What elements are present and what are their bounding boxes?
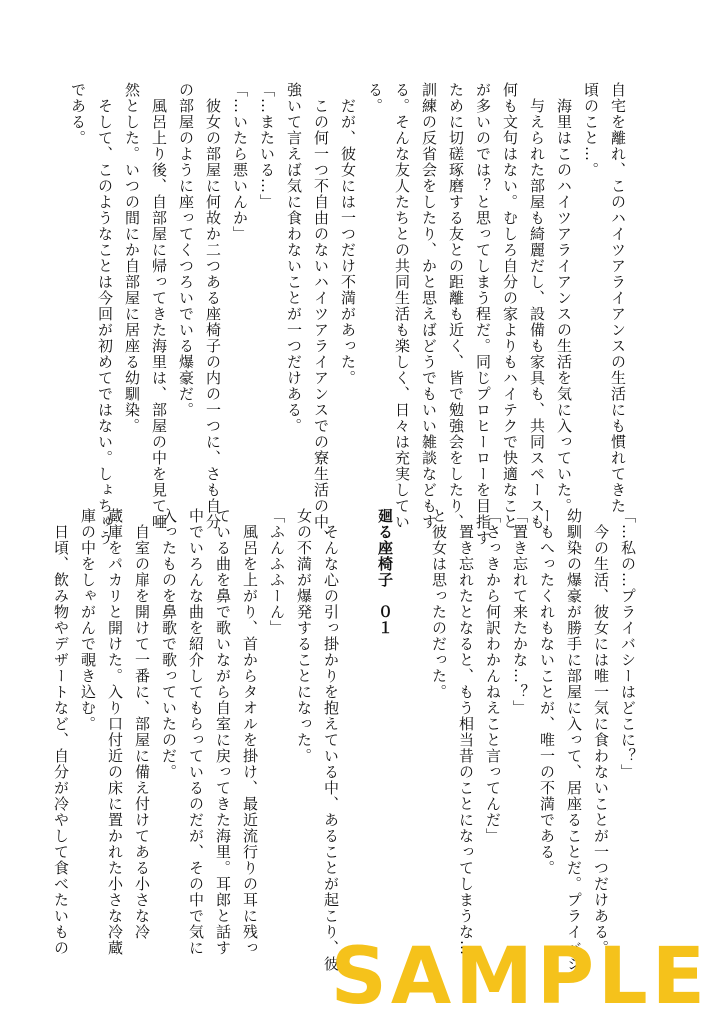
text-line: 「…私の…プライバシーはどこに？」 [619,508,637,780]
text-line: この何一つ不自由のないハイツアライアンスでの寮生活の中、 [312,82,330,546]
chapter-heading: 廻る座椅子 ０１ [376,508,394,636]
text-line: 風呂上り後、自部屋に帰ってきた海里は、部屋の中を見て唖 [150,82,168,530]
text-line: 頃のこと…。 [582,82,600,178]
text-line: 蔵庫をパカリと開けた。入り口付近の床に置かれた小さな冷蔵 [106,508,124,956]
text-line: 訓練の反省会をしたり、かと思えばどうでもいい雑談などもす [420,82,438,530]
text-line: 自宅を離れ、このハイツアライアンスの生活にも慣れてきた [609,82,627,514]
text-line: 幼馴染の爆豪が勝手に部屋に入って、居座ることだ。プライバシ [565,508,583,972]
upper-text-block [69,82,631,546]
text-line: ている曲を鼻で歌いながら自室に戻ってきた海里。耳郎と話す [214,508,232,956]
text-line [398,508,425,938]
text-line: 「ふんふふーん」 [268,508,286,636]
text-line: ーもへったくれもないことが、唯一の不満である。 [538,508,556,876]
text-line: 風呂を上がり、首からタオルを掛け、最近流行りの耳に残っ [241,508,259,956]
text-line: 強いて言えば気に食わないことが一つだけある。 [285,82,303,434]
text-line: だが、彼女には一つだけ不満があった。 [339,82,357,386]
text-line: 今の生活、彼女には唯一気に食わないことが一つだけある。 [592,508,610,956]
text-line: ために切磋琢磨する友との距離も近く、皆で勉強会をしたり、 [447,82,465,530]
text-line: る。 [366,82,384,114]
text-line: が多いのでは？と思ってしまう程だ。同じプロヒーローを目指す [474,82,492,546]
text-line: 「…いたら悪いんか」 [231,82,249,242]
text-line: 然とした。いつの間にか自部屋に居座る幼馴染。 [123,82,141,434]
text-line: る。そんな友人たちとの共同生活も楽しく、日々は充実してい [393,82,411,530]
text-line: 彼女の部屋に何故か二つある座椅子の内の一つに、さも自分 [204,82,222,530]
text-line: 与えられた部屋も綺麗だし、設備も家具も、共同スペースも [528,82,546,530]
text-line: 何も文句はない。むしろ自分の家よりもハイテクで快適なこと [501,82,519,530]
text-line: 「置き忘れて来たかな…？」 [511,508,529,716]
text-line [344,508,371,938]
text-line: そんな心の引っ掛かりを抱えている中、あることが起こり、彼 [322,508,340,972]
text-line: 女の不満が爆発することになった。 [295,508,313,764]
text-line: の部屋のように座ってくつろいでいる爆豪だ。 [177,82,195,418]
text-line: 入ったものを鼻歌で歌っていたのだ。 [160,508,178,780]
text-line: と彼女は思ったのだった。 [430,508,448,700]
text-line: 自室の扉を開けて一番に、部屋に備え付けてある小さな冷 [133,508,151,940]
lower-text-block [52,508,641,972]
text-line: 中でいろんな曲を紹介してもらっているのだが、その中で気に [187,508,205,956]
text-line: 庫の中をしゃがんで覗き込む。 [79,508,97,732]
sample-watermark: SAMPLE [330,932,709,1022]
text-line: 置き忘れたとなると、もう相当昔のことになってしまうな… [457,508,475,956]
text-line: である。 [69,82,87,146]
text-line: 「さっきから何訳わかんねえこと言ってんだ」 [484,508,502,844]
text-line: そして、このようなことは今回が初めてではない。しょちゅう [96,82,114,546]
text-line: 「…またいる…」 [258,82,276,210]
text-line: 海里はこのハイツアライアンスの生活を気に入っていた。 [555,82,573,514]
text-line: 日頃、飲み物やデザートなど、自分が冷やして食べたいもの [52,508,70,956]
